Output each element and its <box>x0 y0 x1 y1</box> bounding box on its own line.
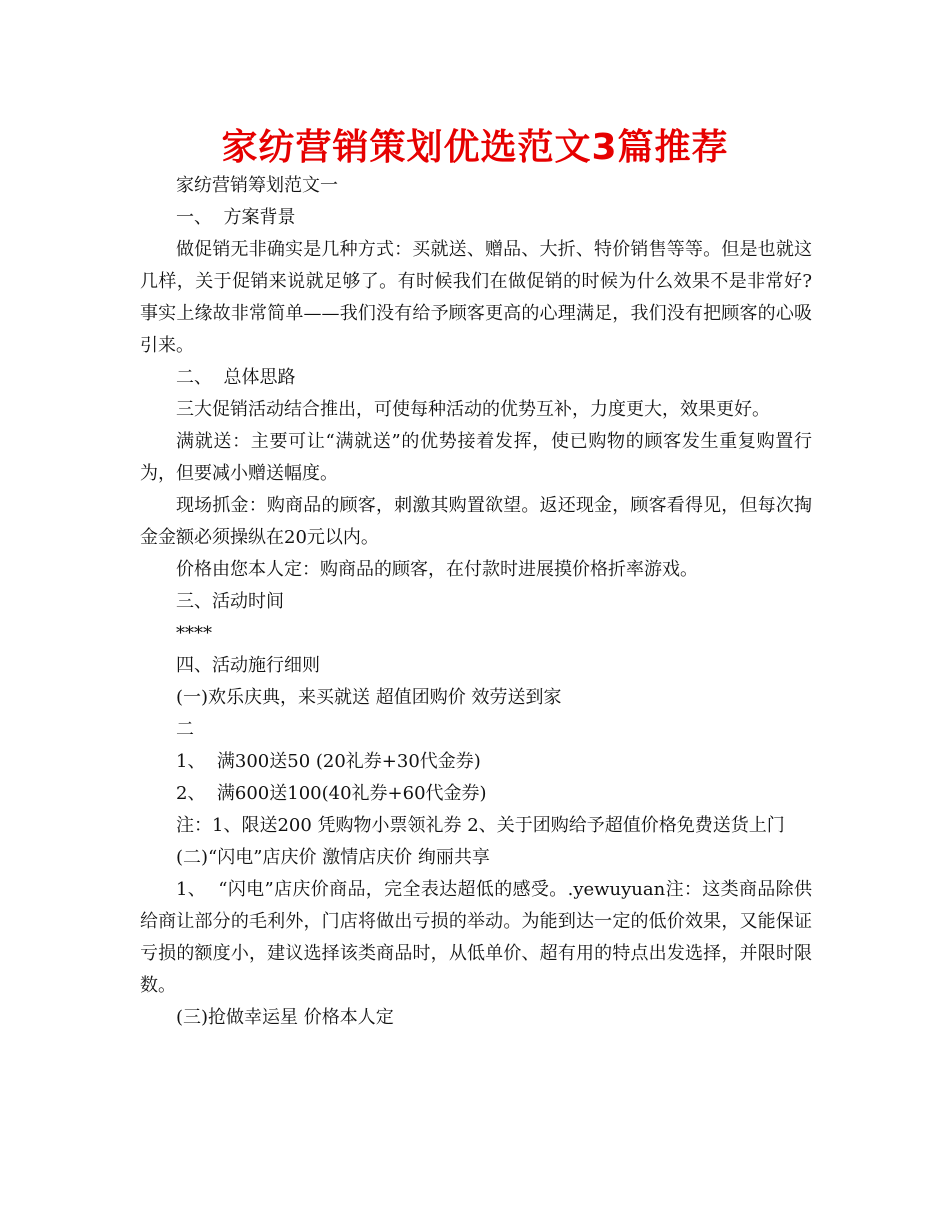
paragraph-lucky-star-heading: (三)抢做幸运星 价格本人定 <box>176 1007 394 1028</box>
paragraph-price-text: 价格由您本人定：购商品的顾客，在付款时进展摸价格折率游戏。 <box>176 559 698 580</box>
document-title: 家纺营销策划优选范文3篇推荐 <box>221 127 729 168</box>
paragraph-time-placeholder: **** <box>176 623 212 644</box>
paragraph-detail-two-label: 二 <box>176 719 194 740</box>
paragraph-heading-background: 一、 方案背景 <box>176 207 296 228</box>
paragraph-heading-time: 三、活动时间 <box>176 591 284 612</box>
paragraph-gift-text: 满就送：主要可让“满就送”的优势接着发挥，使已购物的顾客发生重复购置行为，但要减小赠送幅度。 <box>140 431 812 484</box>
paragraph-background-text: 做促销无非确实是几种方式：买就送、赠品、大折、特价销售等等。但是也就这几样，关于促销来说就足够了。有时候我们在做促销的时候为什么效果不是非常好?事实上缘故非常简单——我们没有给予顾客更高的心理满足，我们没有把顾客的心吸引来。 <box>140 239 812 356</box>
paragraph-flash-text: 1、 “闪电”店庆价商品，完全表达超低的感受。.yewuyuan注：这类商品除供给商让部分的毛利外，门店将做出亏损的举动。为能到达一定的低价效果，又能保证亏损的额度小，建议选择该类商品时，从低单价、超有用的特点出发选择，并限时限数。 <box>140 879 812 996</box>
paragraph-cash-text: 现场抓金：购商品的顾客，刺激其购置欲望。返还现金，顾客看得见，但每次掏金金额必须操纵在20元以内。 <box>140 495 812 548</box>
document-body <box>140 170 812 1034</box>
paragraph-heading-details: 四、活动施行细则 <box>176 655 320 676</box>
paragraph-flash-heading: (二)“闪电”店庆价 激情店庆价 绚丽共享 <box>176 847 490 868</box>
paragraph-section-heading: 家纺营销筹划范文一 <box>176 175 338 196</box>
paragraph-detail-one: (一)欢乐庆典，来买就送 超值团购价 效劳送到家 <box>176 687 562 708</box>
paragraph-offer-300: 1、 满300送50 (20礼券+30代金券) <box>176 751 481 772</box>
paragraph-heading-overall: 二、 总体思路 <box>176 367 296 388</box>
paragraph-overall-text: 三大促销活动结合推出，可使每种活动的优势互补，力度更大，效果更好。 <box>176 399 770 420</box>
paragraph-offer-600: 2、 满600送100(40礼券+60代金券) <box>176 783 487 804</box>
paragraph-note: 注：1、限送200 凭购物小票领礼券 2、关于团购给予超值价格免费送货上门 <box>176 815 785 836</box>
